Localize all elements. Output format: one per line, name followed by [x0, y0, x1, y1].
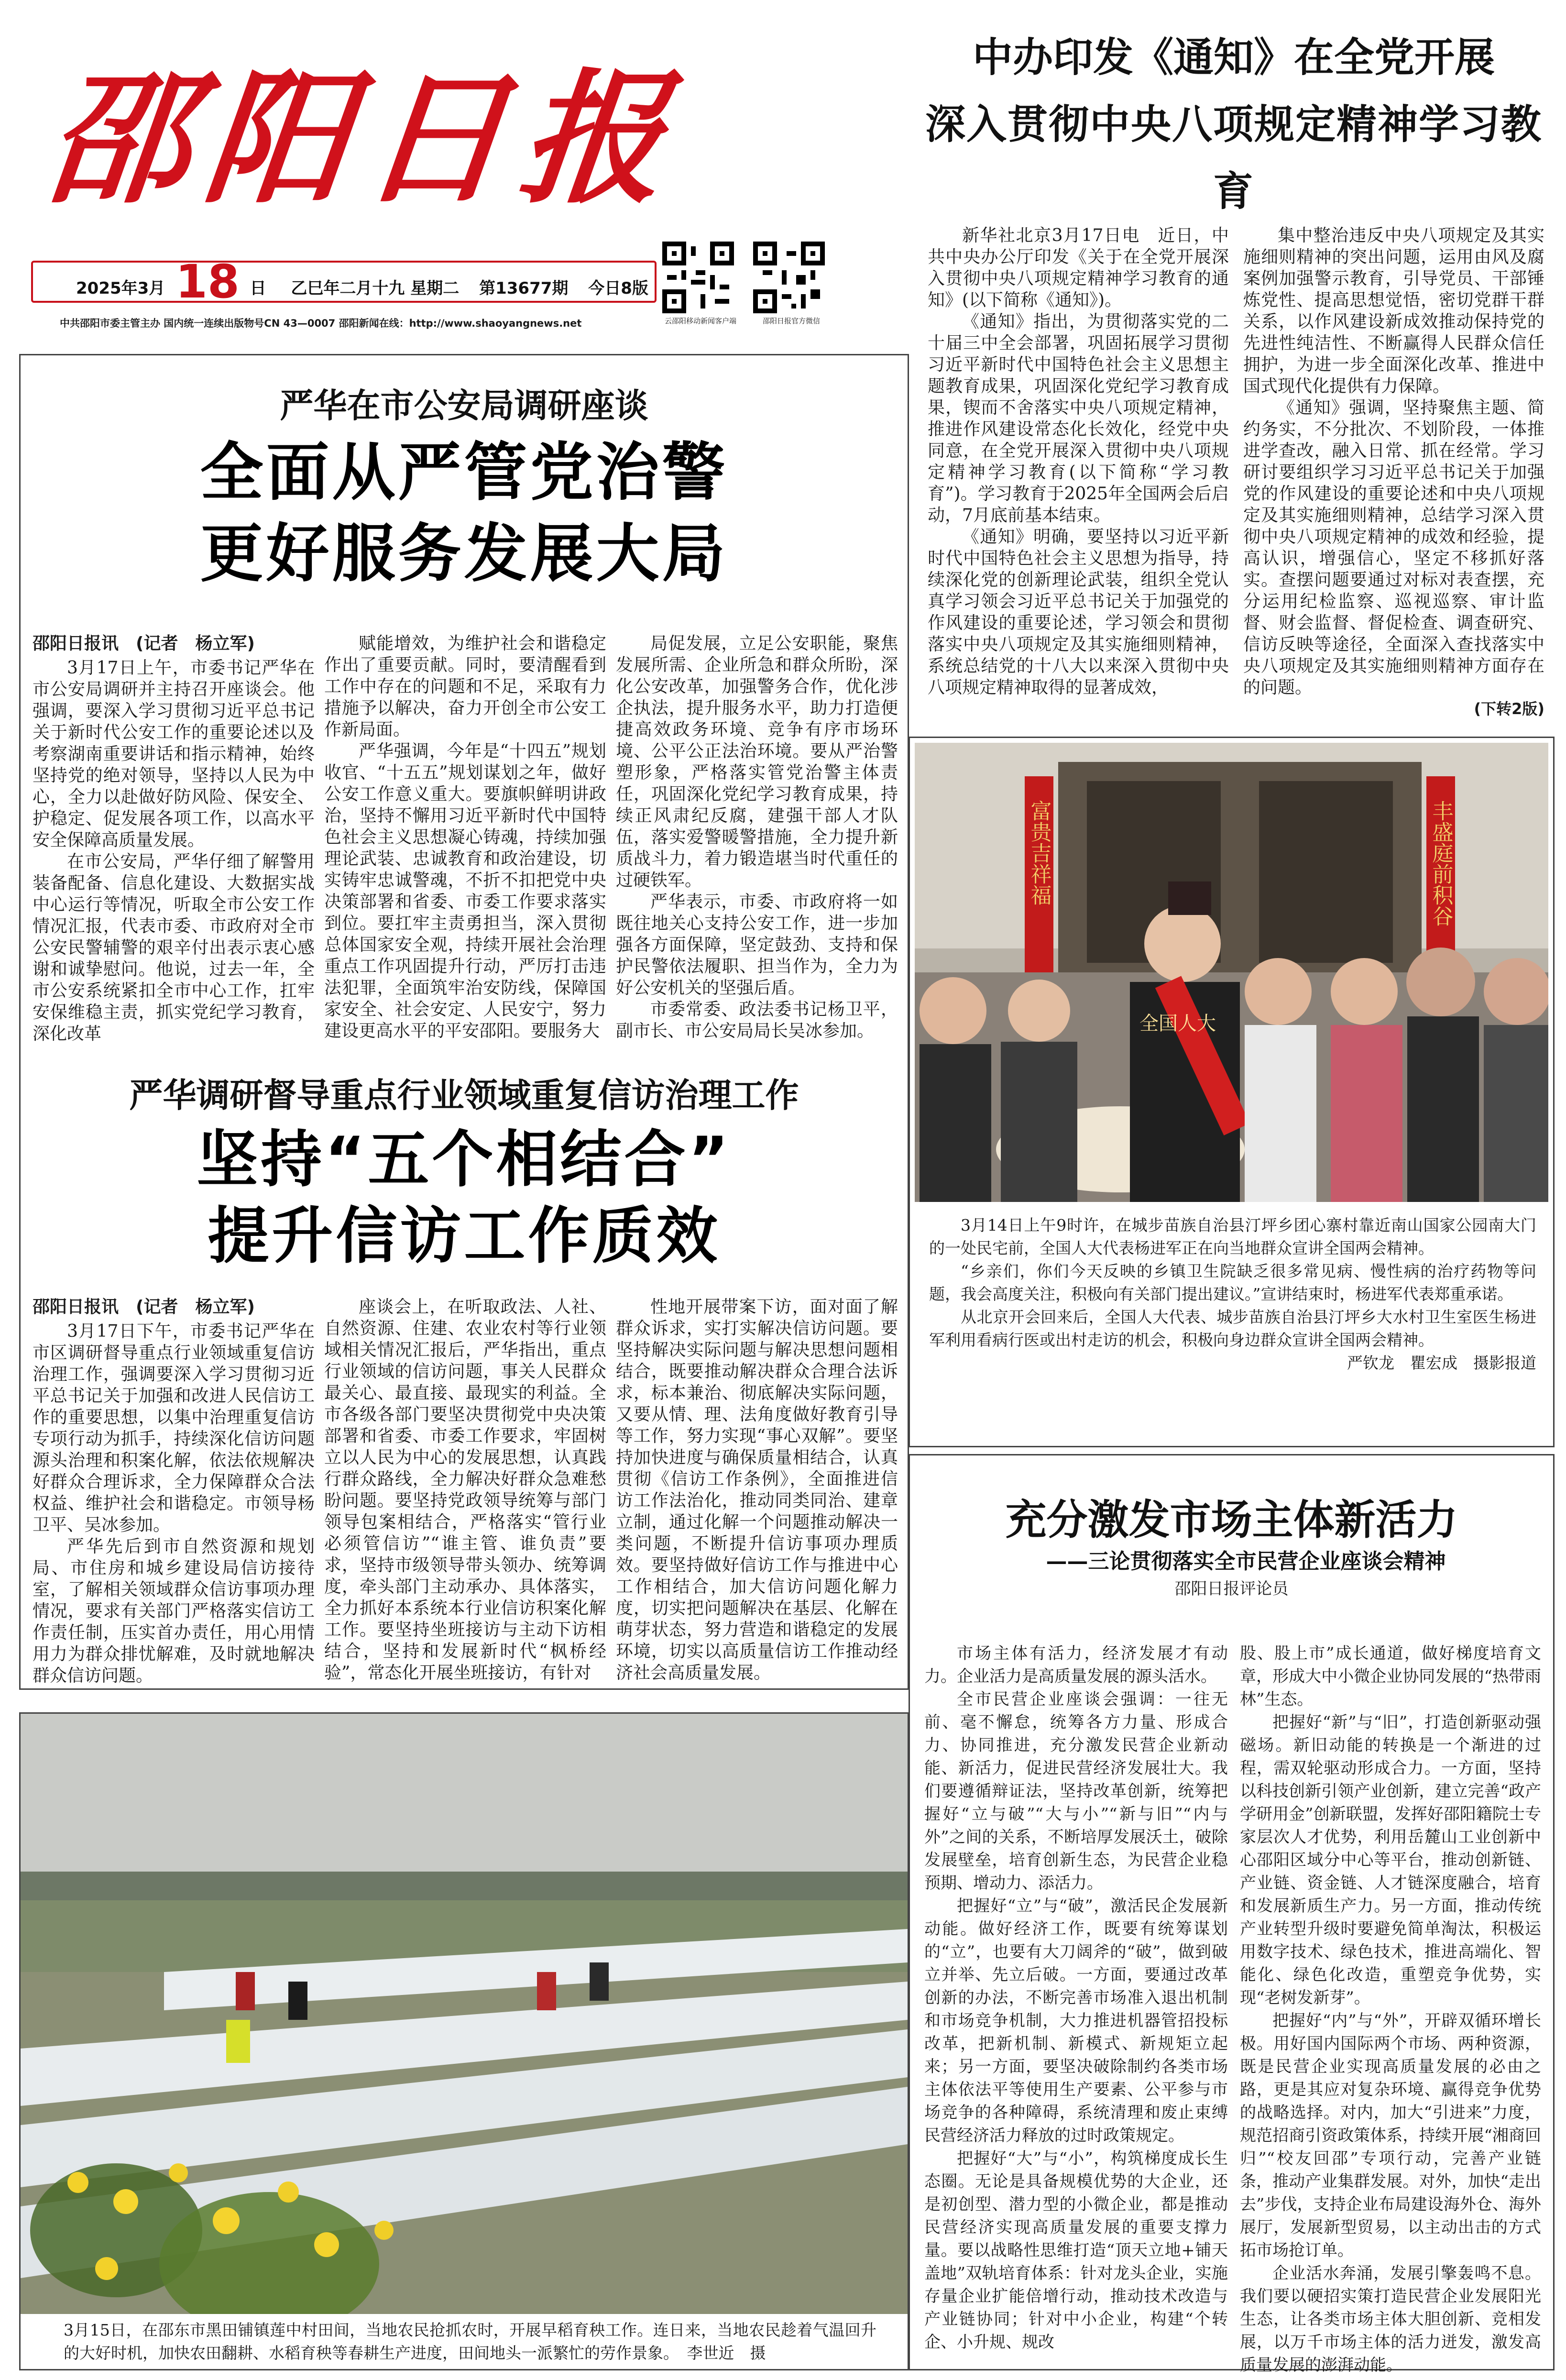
article1-paragraph: 在市公安局，严华仔细了解警用装备配备、信息化建设、大数据实战中心运行等情况，听取全市公安工作情况汇报，代表市委、市政府对全市公安民警辅警的艰辛付出表示衷心感谢和诚挚慰问。他说，过去一年，全市公安系统紧扣全市中心工作，扛牢安保维稳主责，抓实党纪学习教育，深化改革 — [33, 852, 315, 1044]
article2-headline-1: 坚持“五个相结合” — [197, 1124, 732, 1195]
commentary-author: 邵阳日报评论员 — [1174, 1579, 1289, 1598]
top-article-paragraph: 新华社北京3月17日电 近日，中共中央办公厅印发《关于在全党开展深入贯彻中央八项规定精神学习教育的通知》(以下简称《通知》)。 — [928, 226, 1229, 310]
commentary-title: 充分激发市场主体新活力 — [1005, 1496, 1458, 1544]
article1-paragraph: 赋能增效，为维护社会和谐稳定作出了重要贡献。同时，要清醒看到工作中存在的问题和不足，采取有力措施予以解决，奋力开创全市公安工作新局面。 — [324, 634, 606, 739]
article2-paragraph: 严华先后到市自然资源和规划局、市住房和城乡建设局信访接待室，了解相关领域群众信访事项办理情况，要求有关部门严格落实信访工作责任制，压实首办责任，用心用情用力为群众排忧解难，及时就地解决群众信访问题。 — [33, 1537, 315, 1686]
article1-paragraph: 3月17日上午，市委书记严华在市公安局调研并主持召开座谈会。他强调，要深入学习贯彻习近平总书记关于新时代公安工作的重要论述以及考察湖南重要讲话和指示精神，始终坚持党的绝对领导，坚持以人民为中心，全力以赴做好防风险、保安全、护稳定、促发展各项工作，以高水平安全保障高质量发展。 — [33, 658, 315, 850]
article1-paragraph: 市委常委、政法委书记杨卫平，副市长、市公安局局长吴冰参加。 — [616, 1000, 898, 1041]
article1-byline: 邵阳日报讯 (记者 杨立军) — [33, 634, 255, 653]
issue-number: 第13677期 — [479, 279, 569, 298]
commentary-col-2 — [1240, 1642, 1541, 2377]
commentary-paragraph: 把握好“内”与“外”，开辟双循环增长极。用好国内国际两个市场、两种资源，既是民营企业实现高质量发展的必由之路，更是其应对复杂环境、赢得竞争优势的战略选择。对内，加大“引进来”力度，规范招商引资政策体系，持续开展“湘商回归”“校友回邵”专项行动，完善产业链条，推动产业集群发展。对外，加快“走出去”步伐，支持企业布局建设海外仓、海外展厅，发展新型贸易，以主动出击的方式拓市场抢订单。 — [1240, 2011, 1541, 2260]
photo-farm — [21, 1714, 908, 2314]
lunar-date: 乙巳年二月十九 星期二 — [291, 279, 460, 298]
sash-text: 全国人大 — [1139, 1013, 1216, 1035]
commentary-col-1 — [924, 1642, 1228, 2354]
qr2-label: 邵阳日报官方微信 — [762, 317, 820, 325]
article1-headline-1: 全面从严管党治警 — [200, 436, 728, 509]
banner-right-text: 丰盛庭前积谷 — [1428, 800, 1453, 926]
top-article-col-2 — [1243, 225, 1544, 720]
publisher-line: 中共邵阳市委主管主办 国内统一连续出版物号CN 43—0007 邵阳新闻在线：http://www.shaoyangnews.net — [60, 318, 582, 329]
article-public-security — [19, 354, 909, 1065]
article1-kicker: 严华在市公安局调研座谈 — [280, 386, 648, 425]
photo-delegate — [915, 743, 1548, 1202]
photo-farm-panel — [19, 1712, 909, 2370]
photo1-caption-paragraph: “乡亲们，你们今天反映的乡镇卫生院缺乏很多常见病、慢性病的治疗药物等问题，我会高度关注，积极向有关部门提出建议。”宣讲结束时，杨进军代表郑重承诺。 — [929, 1262, 1536, 1303]
photo-delegate-panel — [909, 737, 1555, 1447]
article2-byline: 邵阳日报讯 (记者 杨立军) — [33, 1297, 255, 1317]
qr1-label: 云邵阳移动新闻客户端 — [664, 317, 736, 325]
continued-note: (下转2版) — [1474, 700, 1544, 718]
qr-code-icon — [753, 242, 825, 313]
article1-paragraph: 严华表示，市委、市政府将一如既往地关心支持公安工作，进一步加强各方面保障，坚定鼓劲、支持和保护民警依法履职、担当作为，全力为好公安机关的坚强后盾。 — [616, 892, 898, 998]
article2-col-2 — [324, 1296, 606, 1684]
article2-headline-2: 提升信访工作质效 — [208, 1201, 721, 1272]
article1-paragraph: 严华强调，今年是“十四五”规划收官、“十五五”规划谋划之年，做好公安工作意义重大。要旗帜鲜明讲政治，坚持不懈用习近平新时代中国特色社会主义思想凝心铸魂，持续加强理论武装、忠诚教育和政治建设，切实铸牢忠诚警魂，不折不扣把党中央决策部署和省委、市委工作要求落实到位。要扛牢主责勇担当，深入贯彻总体国家安全观，持续开展社会治理重点工作巩固提升行动，严厉打击违法犯罪，全面筑牢治安防线，保障国家安全、社会安定、人民安宁，努力建设更高水平的平安邵阳。要服务大 — [324, 741, 606, 1041]
article2-paragraph: 性地开展带案下访，面对面了解群众诉求，实打实解决信访问题。要坚持解决实际问题与解决思想问题相结合，既要推动解决群众合理合法诉求，标本兼治、彻底解决实际问题，又要从情、理、法角度做好教育引导等工作，努力实现“事心双解”。要坚持加快进度与确保质量相结合，认真贯彻《信访工作条例》，全面推进信访工作法治化，推动同类同治、建章立制，通过化解一个问题推动解决一类问题，不断提升信访事项办理质效。要坚持做好信访工作与推进中心工作相结合，加大信访问题化解力度，切实把问题解决在基层、化解在萌芽状态，努力营造和谐稳定的发展环境，切实以高质量信访工作推动经济社会高质量发展。 — [616, 1297, 898, 1683]
commentary-paragraph: 股、股上市”成长通道，做好梯度培育文章，形成大中小微企业协同发展的“热带雨林”生态。 — [1240, 1644, 1541, 1709]
article1-paragraph: 局促发展，立足公安职能，聚焦发展所需、企业所急和群众所盼，深化公安改革，加强警务合作，优化涉企执法，提升服务水平，助力打造便捷高效政务环境、竞争有序市场环境、公平公正法治环境。要从严治警塑形象，严格落实管党治警主体责任，巩固深化党纪学习教育成果，持续正风肃纪反腐，建强干部人才队伍，落实爱警暖警措施，全力提升新质战斗力，着力锻造堪当时代重任的过硬铁军。 — [616, 634, 898, 890]
photo1-credit: 严钦龙 瞿宏成 摄影报道 — [1347, 1354, 1536, 1372]
photo1-caption — [929, 1214, 1536, 1375]
top-article-paragraph: 《通知》明确，要坚持以习近平新时代中国特色社会主义思想为指导，持续深化党的创新理论武装，组织全党认真学习领会习近平总书记关于加强党的作风建设的重要论述，学习领会和贯彻落实中央八项规定及其实施细则精神，系统总结党的十八大以来深入贯彻中央八项规定精神取得的显著成效， — [928, 527, 1229, 697]
commentary-panel — [909, 1454, 1555, 2375]
commentary-subtitle: ——三论贯彻落实全市民营企业座谈会精神 — [1046, 1549, 1446, 1574]
banner-left-text: 富贵吉祥福 — [1027, 800, 1051, 905]
article1-headline-2: 更好服务发展大局 — [200, 517, 728, 591]
date-day: 18 — [175, 255, 240, 309]
article1-col-2 — [324, 633, 606, 1042]
top-article-title-1: 中办印发《通知》在全党开展 — [972, 34, 1495, 81]
qr-code-app — [662, 242, 748, 313]
photo1-caption-paragraph: 从北京开会回来后，全国人大代表、城步苗族自治县汀坪乡大水村卫生室医生杨进军利用看病行医或出村走访的机会，积极向身边群众宣讲全国两会精神。 — [929, 1308, 1536, 1349]
article1-col-3 — [616, 633, 898, 1042]
page-count: 今日8版 — [588, 279, 648, 298]
qr-code-icon — [662, 242, 734, 313]
top-article-col-1 — [928, 225, 1229, 698]
commentary-paragraph: 企业活水奔涌，发展引擎轰鸣不息。我们要以硬招实策打造民营企业发展阳光生态，让各类市场主体大胆创新、竞相发展，以万千市场主体的活力迸发，激发高质量发展的澎湃动能。 — [1240, 2264, 1541, 2375]
masthead — [22, 12, 925, 342]
article2-paragraph: 3月17日下午，市委书记严华在市区调研督导重点行业领域重复信访治理工作，强调要深入学习贯彻习近平总书记关于加强和改进人民信访工作的重要思想，以集中治理重复信访专项行动为抓手，持续深化信访问题源头治理和积案化解，依法依规解决好群众合理诉求，全力保障群众合法权益、维护社会和谐稳定。市领导杨卫平、吴冰参加。 — [33, 1322, 315, 1535]
top-article-paragraph: 《通知》强调，坚持聚焦主题、简约务实，不分批次、不划阶段，一体推进学查改，融入日常、抓在经常。学习研讨要组织学习习近平总书记关于加强党的作风建设的重要论述和中央八项规定及其实施细则精神，总结学习深入贯彻中央八项规定精神的成效和经验，提高认识，增强信心，坚定不移抓好落实。查摆问题要通过对标对表查摆，充分运用纪检监察、巡视巡察、审计监督、财会监督、督促检查、调查研究、信访反映等途径，全面深入查找落实中央八项规定及其实施细则精神方面存在的问题。 — [1243, 398, 1544, 697]
masthead-title: 邵阳日报 — [39, 54, 688, 223]
commentary-paragraph: 市场主体有活力，经济发展才有动力。企业活力是高质量发展的源头活水。 — [924, 1644, 1228, 1686]
article1-col-1 — [33, 633, 315, 1045]
photo1-caption-paragraph: 3月14日上午9时许，在城步苗族自治县汀坪乡团心寨村靠近南山国家公园南大门的一处民宅前，全国人大代表杨进军正在向当地群众宣讲全国两会精神。 — [929, 1216, 1536, 1257]
top-article-paragraph: 《通知》指出，为贯彻落实党的二十届三中全会部署，巩固拓展学习贯彻习近平新时代中国特色社会主义思想主题教育成果，巩固深化党纪学习教育成果，锲而不舍落实中央八项规定精神，推进作风建设常态化长效化，经党中央同意，在全党开展深入贯彻中央八项规定精神学习教育(以下简称“学习教育”)。学习教育于2025年全国两会后启动，7月底前基本结束。 — [928, 312, 1229, 525]
date-suffix: 日 — [250, 279, 266, 298]
article2-col-1 — [33, 1296, 315, 1686]
date-prefix: 2025年3月 — [76, 279, 165, 298]
article2-paragraph: 座谈会上，在听取政法、人社、自然资源、住建、农业农村等行业领域相关情况汇报后，严华指出，重点行业领域的信访问题，事关人民群众最关心、最直接、最现实的利益。全市各级各部门要坚决贯彻党中央决策部署和省委、市委工作要求，牢固树立以人民为中心的发展思想，认真践行群众路线，全力解决好群众急难愁盼问题。要坚持党政领导统筹与部门领导包案相结合，严格落实“管行业必须管信访”“谁主管、谁负责”要求，坚持市级领导带头领办、统筹调度，牵头部门主动承办、具体落实，全力抓好本系统本行业信访积案化解工作。要坚持坐班接访与主动下访相结合，坚持和发展新时代“枫桥经验”，常态化开展坐班接访，有针对 — [324, 1297, 606, 1683]
article2-kicker: 严华调研督导重点行业领域重复信访治理工作 — [129, 1076, 799, 1115]
qr-code-wechat — [753, 242, 839, 313]
commentary-paragraph: 全市民营企业座谈会强调：一往无前、毫不懈怠，统筹各方力量、形成合力、协同推进，充分激发民营企业新动能、新活力，促进民营经济发展壮大。我们要遵循辩证法，坚持改革创新，统筹把握好“立与破”“大与小”“新与旧”“内与外”之间的关系，不断培厚发展沃土，破除发展壁垒，培育创新生态，为民营企业稳预期、增动力、添活力。 — [924, 1690, 1228, 1893]
top-right-article — [913, 24, 1554, 718]
commentary-paragraph: 把握好“立”与“破”，激活民企发展新动能。做好经济工作，既要有统筹谋划的“立”，也要有大刀阔斧的“破”，做到破立并举、先立后破。一方面，要通过改革创新的办法，不断完善市场准入退出机制和市场竞争机制，大力推进机器管招投标改革，把新机制、新模式、新规矩立起来；另一方面，要坚决破除制约各类市场主体依法平等使用生产要素、公平参与市场竞争的各种障碍，系统清理和废止束缚民营经济活力释放的过时政策规定。 — [924, 1896, 1228, 2145]
commentary-paragraph: 把握好“大”与“小”，构筑梯度成长生态圈。无论是具备规模优势的大企业，还是初创型、潜力型的小微企业，都是推动民营经济实现高质量发展的重要支撑力量。要以战略性思维打造“顶天立地+铺天盖地”双轨培育体系：针对龙头企业，实施存量企业扩能倍增行动，推动技术改造与产业链协同；针对中小企业，构建“个转企、小升规、规改 — [924, 2149, 1228, 2352]
commentary-paragraph: 把握好“新”与“旧”，打造创新驱动强磁场。新旧动能的转换是一个渐进的过程，需双轮驱动形成合力。一方面，坚持以科技创新引领产业创新，建立完善“政产学研用金”创新联盟，发挥好邵阳籍院士专家层次人才优势，利用岳麓山工业创新中心邵阳区域分中心等平台，推动创新链、产业链、资金链、人才链深度融合，培育和发展新质生产力。另一方面，推动传统产业转型升级时要避免简单淘汰，积极运用数字技术、绿色技术，推进高端化、智能化、绿色化改造，重塑竞争优势，实现“老树发新芽”。 — [1240, 1713, 1541, 2007]
date-bar — [31, 255, 657, 309]
top-article-title-2: 深入贯彻中央八项规定精神学习教育 — [925, 101, 1542, 215]
article2-col-3 — [616, 1296, 898, 1684]
article-petition — [19, 1057, 909, 1690]
top-article-paragraph: 集中整治违反中央八项规定及其实施细则精神的突出问题，运用由风及腐案例加强警示教育，引导党员、干部锤炼党性、提高思想觉悟，密切党群干群关系，以作风建设新成效推动保持党的先进性纯洁性、不断赢得人民群众信任拥护，为进一步全面深化改革、推进中国式现代化提供有力保障。 — [1243, 226, 1544, 396]
photo2-caption: 3月15日，在邵东市黑田铺镇莲中村田间，当地农民抢抓农时，开展早稻育秧工作。连日来，当地农民趁着气温回升的大好时机，加快农田翻耕、水稻育秧等春耕生产进度，田间地头一派繁忙的劳作景象。 李世近 摄 — [64, 2321, 876, 2362]
